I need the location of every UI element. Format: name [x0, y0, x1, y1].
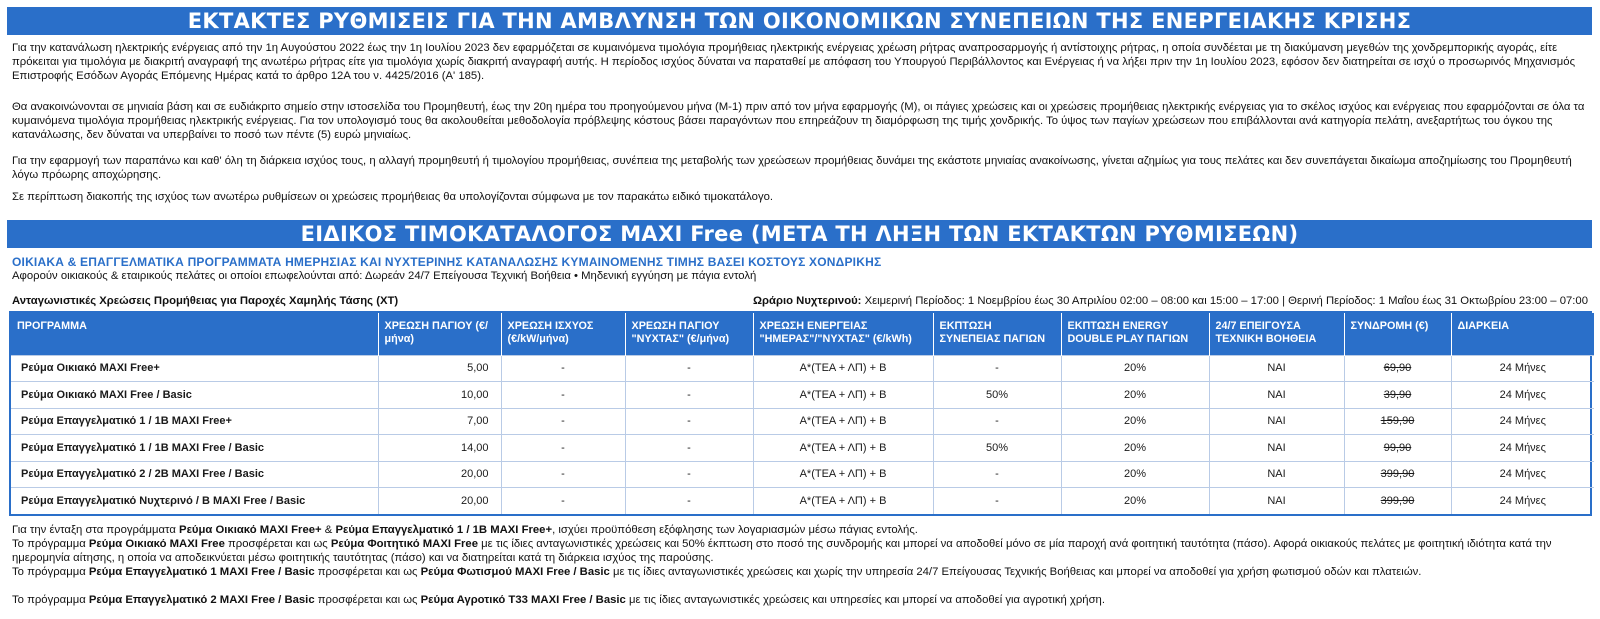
cell-double-play-discount: 20% — [1061, 355, 1209, 382]
cell-emergency-assistance: ΝΑΙ — [1209, 355, 1344, 382]
cell-emergency-assistance: ΝΑΙ — [1209, 382, 1344, 409]
cell-night-fixed-charge: - — [625, 355, 753, 382]
cell-power-charge: - — [501, 461, 625, 488]
note-text: Το πρόγραμμα — [12, 566, 89, 578]
cell-consistency-discount: - — [933, 408, 1061, 435]
note-program-name: Ρεύμα Αγροτικό Τ33 MAXI Free / Basic — [420, 594, 626, 606]
paragraph-special-pricelist: Σε περίπτωση διακοπής της ισχύος των ανωτέρω ρυθμίσεων οι χρεώσεις προμήθειας θα υπολογίζονται σύμφωνα με τον παρακάτω ειδικό τιμοκατάλογο. — [12, 191, 774, 203]
col-header-program: ΠΡΟΓΡΑΜΜΑ — [11, 313, 378, 355]
cell-night-fixed-charge: - — [625, 435, 753, 462]
cell-energy-charge: Α*(ΤΕΑ + ΛΠ) + Β — [753, 435, 933, 462]
cell-energy-charge: Α*(ΤΕΑ + ΛΠ) + Β — [753, 382, 933, 409]
note-text: Το πρόγραμμα — [12, 538, 89, 550]
note-direct-debit — [12, 523, 1592, 537]
note-program-name: Ρεύμα Φοιτητικό MAXI Free — [330, 538, 478, 550]
programs-subtitle: ΟΙΚΙΑΚΑ & ΕΠΑΓΓΕΛΜΑΤΙΚΑ ΠΡΟΓΡΑΜΜΑΤΑ ΗΜΕΡΗΣΙΑΣ ΚΑΙ ΝΥΧΤΕΡΙΝΗΣ ΚΑΤΑΝΑΛΩΣΗΣ ΚΥΜΑΙΝΟΜΕΝΗΣ ΤΙΜΗΣ ΒΑΣΕΙ ΚΟΣΤΟΥΣ ΧΟΝΔΡΙΚΗΣ — [12, 255, 882, 269]
cell-fixed-charge: 5,00 — [378, 355, 501, 382]
pricelist-table — [11, 313, 1594, 514]
table-row — [11, 408, 1594, 435]
cell-emergency-assistance: ΝΑΙ — [1209, 461, 1344, 488]
note-text: προσφέρεται και ως — [224, 538, 331, 550]
note-program-name: Ρεύμα Οικιακό MAXI Free+ — [179, 524, 322, 536]
paragraph-monthly-announcement: Θα ανακοινώνονται σε μηνιαία βάση και σε ευδιάκριτο σημείο στην ιστοσελίδα του Προμηθευτή, έως την 20η ημέρα του προηγούμενου μήνα (Μ-1) πριν από τον μήνα εφαρμογής (Μ), οι πάγιες χρεώσεις και οι χρεώσεις προμήθειας ηλεκτρικής ενέργειας για το σκέλος ισχύος και ενέργειας που εφαρμόζονται σε όλα τα κυμαινόμενα τιμολόγια προμήθειας ηλεκτρικής ενέργειας. Για τον υπολογισμό τους θα ακολουθείται μεθοδολογία πρόβλεψης κόστους βάσει παραγόντων που επηρεάζουν τη διαμόρφωση της τιμής χονδρικής. Το ύψος των παγίων χρεώσεων που επιβάλλονται ανά κατηγορία πελάτη, ανεξαρτήτως του όγκου της κατανάλωσης, δεν δύναται να υπερβαίνει το ποσό των πέντε (5) ευρώ μηνιαίως. — [12, 101, 1585, 141]
cell-power-charge: - — [501, 408, 625, 435]
cell-duration: 24 Μήνες — [1451, 461, 1594, 488]
cell-duration: 24 Μήνες — [1451, 382, 1594, 409]
cell-consistency-discount: 50% — [933, 382, 1061, 409]
note-text: & — [321, 524, 336, 536]
cell-consistency-discount: - — [933, 488, 1061, 515]
cell-program: Ρεύμα Επαγγελματικό 2 / 2Β MAXI Free / Basic — [11, 461, 378, 488]
emergency-measures-banner: ΕΚΤΑΚΤΕΣ ΡΥΘΜΙΣΕΙΣ ΓΙΑ ΤΗΝ ΑΜΒΛΥΝΣΗ ΤΩΝ ΟΙΚΟΝΟΜΙΚΩΝ ΣΥΝΕΠΕΙΩΝ ΤΗΣ ΕΝΕΡΓΕΙΑΚΗΣ ΚΡΙΣΗΣ — [7, 7, 1592, 35]
col-header-fixed-charge: ΧΡΕΩΣΗ ΠΑΓΙΟΥ (€/μήνα) — [378, 313, 501, 355]
note-program-name: Ρεύμα Οικιακό MAXI Free — [88, 538, 225, 550]
cell-duration: 24 Μήνες — [1451, 435, 1594, 462]
cell-subscription: 69,90 — [1344, 355, 1451, 382]
cell-program: Ρεύμα Επαγγελματικό 1 / 1Β MAXI Free+ — [11, 408, 378, 435]
cell-program: Ρεύμα Επαγγελματικό 1 / 1Β MAXI Free / Basic — [11, 435, 378, 462]
cell-subscription: 99,90 — [1344, 435, 1451, 462]
cell-program: Ρεύμα Οικιακό MAXI Free / Basic — [11, 382, 378, 409]
night-schedule — [753, 295, 1588, 307]
cell-double-play-discount: 20% — [1061, 382, 1209, 409]
note-text: , ισχύει προϋπόθεση εξόφλησης των λογαριασμών μέσω πάγιας εντολής. — [552, 524, 918, 536]
night-schedule-text: Χειμερινή Περίοδος: 1 Νοεμβρίου έως 30 Απριλίου 02:00 – 08:00 και 15:00 – 17:00 | Θερινή Περίοδος: 1 Μαΐου έως 31 Οκτωβρίου 23:00 – 07:00 — [861, 295, 1588, 307]
cell-energy-charge: Α*(ΤΕΑ + ΛΠ) + Β — [753, 355, 933, 382]
cell-subscription: 399,90 — [1344, 488, 1451, 515]
cell-double-play-discount: 20% — [1061, 435, 1209, 462]
col-header-energy-charge: ΧΡΕΩΣΗ ΕΝΕΡΓΕΙΑΣ "ΗΜΕΡΑΣ"/"ΝΥΧΤΑΣ" (€/kWh) — [753, 313, 933, 355]
cell-consistency-discount: - — [933, 461, 1061, 488]
col-header-double-play-discount: ΕΚΠΤΩΣΗ ENERGY DOUBLE PLAY ΠΑΓΙΩΝ — [1061, 313, 1209, 355]
paragraph-supplier-change: Για την εφαρμογή των παραπάνω και καθ' όλη τη διάρκεια ισχύος τους, η αλλαγή προμηθευτή ή τιμολογίου προμήθειας, συνέπεια της μεταβολής των χρεώσεων προμήθειας δυνάμει της εκάστοτε μηνιαίας ανακοίνωσης, γίνεται αζημίως για τους πελάτες και δεν συνεπάγεται δικαίωμα αποζημίωσης του Προμηθευτή λόγω πρόωρης αποχώρησης. — [12, 155, 1572, 181]
cell-energy-charge: Α*(ΤΕΑ + ΛΠ) + Β — [753, 408, 933, 435]
note-lighting-program — [12, 565, 1592, 579]
cell-night-fixed-charge: - — [625, 382, 753, 409]
table-row — [11, 435, 1594, 462]
cell-power-charge: - — [501, 382, 625, 409]
cell-consistency-discount: - — [933, 355, 1061, 382]
cell-emergency-assistance: ΝΑΙ — [1209, 488, 1344, 515]
cell-energy-charge: Α*(ΤΕΑ + ΛΠ) + Β — [753, 488, 933, 515]
cell-power-charge: - — [501, 488, 625, 515]
cell-subscription: 399,90 — [1344, 461, 1451, 488]
col-header-night-fixed-charge: ΧΡΕΩΣΗ ΠΑΓΙΟΥ "ΝΥΧΤΑΣ" (€/μήνα) — [625, 313, 753, 355]
cell-double-play-discount: 20% — [1061, 408, 1209, 435]
table-header-row — [11, 313, 1594, 355]
note-text: προσφέρεται και ως — [314, 566, 421, 578]
note-program-name: Ρεύμα Επαγγελματικό 1 MAXI Free / Basic — [88, 566, 315, 578]
cell-fixed-charge: 10,00 — [378, 382, 501, 409]
cell-power-charge: - — [501, 435, 625, 462]
note-text: με τις ίδιες ανταγωνιστικές χρεώσεις και χωρίς την υπηρεσία 24/7 Επείγουσας Τεχνικής Βοήθειας και μπορεί να αποδοθεί για χρήση φωτισμού οδών και πλατειών. — [609, 566, 1422, 578]
note-text: με τις ίδιες ανταγωνιστικές χρεώσεις και υπηρεσίες και μπορεί να αποδοθεί για αγροτική χρήση. — [625, 594, 1105, 606]
note-student-program — [12, 537, 1592, 565]
note-program-name: Ρεύμα Επαγγελματικό 1 / 1Β MAXI Free+ — [335, 524, 553, 536]
cell-program: Ρεύμα Οικιακό MAXI Free+ — [11, 355, 378, 382]
cell-duration: 24 Μήνες — [1451, 488, 1594, 515]
note-text: προσφέρεται και ως — [314, 594, 421, 606]
competitive-charges-label: Ανταγωνιστικές Χρεώσεις Προμήθειας για Παροχές Χαμηλής Τάσης (ΧΤ) — [12, 295, 399, 307]
programs-description: Αφορούν οικιακούς & εταιρικούς πελάτες οι οποίοι επωφελούνται από: Δωρεάν 24/7 Επείγουσα Τεχνική Βοήθεια • Μηδενική εγγύηση με πάγια εντολή — [12, 270, 757, 282]
paragraph-clause-suspension: Για την κατανάλωση ηλεκτρικής ενέργειας από την 1η Αυγούστου 2022 έως την 1η Ιουλίου 2023 δεν εφαρμόζεται σε κυμαινόμενα τιμολόγια προμήθειας ηλεκτρικής ενέργειας χρέωση ρήτρας αναπροσαρμογής ή αντίστοιχης ρήτρας, η οποία συνδέεται με τη διακύμανση μεγεθών της χονδρεμπορικής αγοράς, είτε πρόκειται για τιμολόγια με διακριτή αναγραφή της ανωτέρω ρήτρας είτε για τιμολόγια χωρίς διακριτή αναγραφή αυτής. Η περίοδος ισχύος δύναται να παραταθεί με απόφαση του Υπουργού Περιβάλλοντος και Ενέργειας ή να λήξει πριν την 1η Ιουλίου 2023, εφόσον δεν διατηρείται σε ισχύ ο προσωρινός Μηχανισμός Επιστροφής Εσόδων Αγοράς Επόμενης Ημέρας κατά το άρθρο 12Α του ν. 4425/2016 (Α' 185). — [12, 42, 1576, 82]
col-header-consistency-discount: ΕΚΠΤΩΣΗ ΣΥΝΕΠΕΙΑΣ ΠΑΓΙΩΝ — [933, 313, 1061, 355]
cell-duration: 24 Μήνες — [1451, 408, 1594, 435]
cell-subscription: 39,90 — [1344, 382, 1451, 409]
col-header-power-charge: ΧΡΕΩΣΗ ΙΣΧΥΟΣ (€/kW/μήνα) — [501, 313, 625, 355]
cell-fixed-charge: 7,00 — [378, 408, 501, 435]
pricelist-table-wrapper — [9, 311, 1592, 516]
note-program-name: Ρεύμα Επαγγελματικό 2 MAXI Free / Basic — [88, 594, 315, 606]
cell-energy-charge: Α*(ΤΕΑ + ΛΠ) + Β — [753, 461, 933, 488]
table-row — [11, 355, 1594, 382]
cell-fixed-charge: 20,00 — [378, 461, 501, 488]
note-text: Για την ένταξη στα προγράμματα — [12, 524, 180, 536]
cell-duration: 24 Μήνες — [1451, 355, 1594, 382]
cell-emergency-assistance: ΝΑΙ — [1209, 408, 1344, 435]
note-agricultural-program — [12, 593, 1592, 607]
table-row — [11, 461, 1594, 488]
cell-emergency-assistance: ΝΑΙ — [1209, 435, 1344, 462]
cell-power-charge: - — [501, 355, 625, 382]
cell-night-fixed-charge: - — [625, 488, 753, 515]
col-header-duration: ΔΙΑΡΚΕΙΑ — [1451, 313, 1594, 355]
note-text: με τις ίδιες ανταγωνιστικές χρεώσεις και 50% έκπτωση στο ποσό της συνδρομής και μπορεί να αποδοθεί μόνο σε μία παροχή ανά φοιτητική ταυτότητα (πάσο). Αφορά οικιακούς πελάτες με φοιτητική ιδιότητα κατά την ημερομηνία αίτησης, η οποία να αποδεικνύεται μέσω φοιτητικής ταυτότητας (πάσο) και να διατηρείται κατά τη διάρκεια ισχύος της παρούσης. — [12, 538, 1552, 564]
cell-consistency-discount: 50% — [933, 435, 1061, 462]
cell-subscription: 159,90 — [1344, 408, 1451, 435]
note-program-name: Ρεύμα Φωτισμού MAXI Free / Basic — [420, 566, 610, 578]
special-pricelist-banner: ΕΙΔΙΚΟΣ ΤΙΜΟΚΑΤΑΛΟΓΟΣ MAXI Free (ΜΕΤΑ ΤΗ ΛΗΞΗ ΤΩΝ ΕΚΤΑΚΤΩΝ ΡΥΘΜΙΣΕΩΝ) — [7, 220, 1592, 248]
cell-double-play-discount: 20% — [1061, 461, 1209, 488]
table-row — [11, 488, 1594, 515]
cell-night-fixed-charge: - — [625, 461, 753, 488]
note-text: Το πρόγραμμα — [12, 594, 89, 606]
cell-program: Ρεύμα Επαγγελματικό Νυχτερινό / Β MAXI Free / Basic — [11, 488, 378, 515]
cell-double-play-discount: 20% — [1061, 488, 1209, 515]
night-schedule-label: Ωράριο Νυχτερινού: — [753, 295, 862, 307]
cell-fixed-charge: 14,00 — [378, 435, 501, 462]
cell-night-fixed-charge: - — [625, 408, 753, 435]
cell-fixed-charge: 20,00 — [378, 488, 501, 515]
col-header-emergency-assistance: 24/7 ΕΠΕΙΓΟΥΣΑ ΤΕΧΝΙΚΗ ΒΟΗΘΕΙΑ — [1209, 313, 1344, 355]
col-header-subscription: ΣΥΝΔΡΟΜΗ (€) — [1344, 313, 1451, 355]
table-row — [11, 382, 1594, 409]
